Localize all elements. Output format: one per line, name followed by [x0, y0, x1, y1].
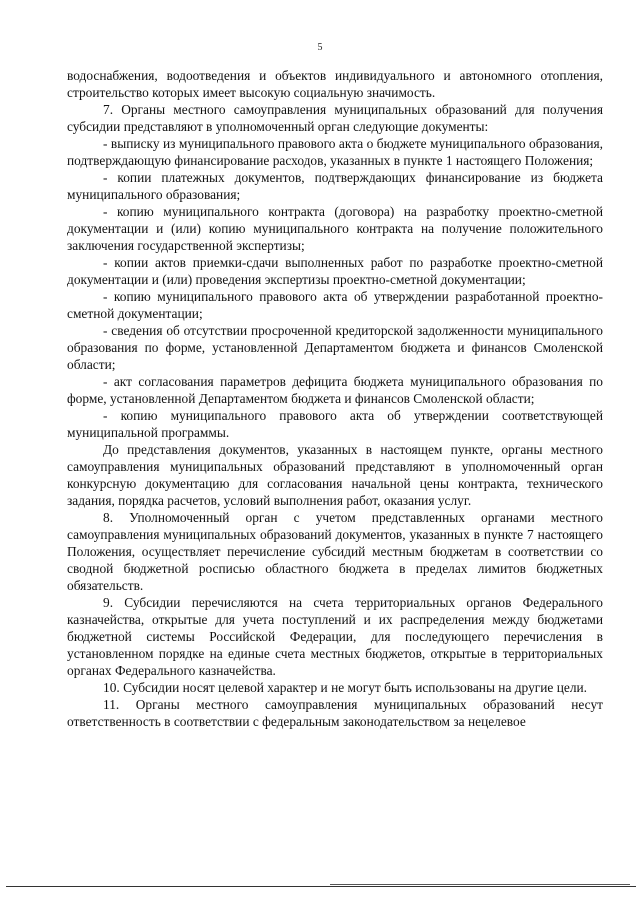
list-item-debt-info: - сведения об отсутствии просроченной кредиторской задолженности муниципального образования по форме, установленной Департаментом бюджета и финансов Смоленской области;	[67, 323, 603, 372]
list-item-program-act: - копию муниципального правового акта об утверждении соответствующей муниципальной программы.	[67, 408, 603, 440]
paragraph-clause-10: 10. Субсидии носят целевой характер и не могут быть использованы на другие цели.	[103, 680, 588, 695]
paragraph-tender-docs: До представления документов, указанных в настоящем пункте, органы местного самоуправления муниципальных образований представляют в уполномоченный орган конкурсную документацию для согласования начальной цены контракта, технического задания, порядка расчетов, условий выполнения работ, оказания услуг.	[67, 442, 603, 508]
paragraph-clause-7: 7. Органы местного самоуправления муниципальных образований для получения субсидии представляют в уполномоченный орган следующие документы:	[67, 102, 603, 134]
footer-divider-right	[330, 884, 630, 885]
document-body	[67, 67, 603, 730]
list-item-legal-act-approval: - копию муниципального правового акта об утверждении разработанной проектно-сметной документации;	[67, 289, 603, 321]
list-item-contract-copy: - копию муниципального контракта (договора) на разработку проектно-сметной документации и (или) копию муниципального контракта на получение положительного заключения государственной экспертизы;	[67, 204, 603, 253]
paragraph-clause-9: 9. Субсидии перечисляются на счета территориальных органов Федерального казначейства, открытые для учета поступлений и их распределения между бюджетами бюджетной системы Российской Федерации, для последующего перечисления в установленном порядке на единые счета местных бюджетов, открытые в территориальных органах Федерального казначейства.	[67, 595, 603, 678]
page-number: 5	[317, 42, 323, 53]
list-item-payment-docs: - копии платежных документов, подтверждающих финансирование из бюджета муниципального образования;	[67, 170, 603, 202]
footer-divider	[6, 886, 636, 887]
list-item-budget-extract: - выписку из муниципального правового акта о бюджете муниципального образования, подтверждающую финансирование расходов, указанных в пункте 1 настоящего Положения;	[67, 136, 603, 168]
list-item-acceptance-acts: - копии актов приемки-сдачи выполненных работ по разработке проектно-сметной документации и (или) проведения экспертизы проектно-сметной документации;	[67, 255, 603, 287]
paragraph-continuation: водоснабжения, водоотведения и объектов индивидуального и автономного отопления, строительство которых имеет высокую социальную значимость.	[67, 68, 603, 100]
paragraph-clause-8: 8. Уполномоченный орган с учетом представленных органами местного самоуправления муниципальных образований документов, указанных в пункте 7 настоящего Положения, осуществляет перечисление субсидий местным бюджетам в соответствии со сводной бюджетной росписью областного бюджета в пределах лимитов бюджетных обязательств.	[67, 510, 603, 593]
paragraph-clause-11: 11. Органы местного самоуправления муниципальных образований несут ответственность в соответствии с федеральным законодательством за нецелевое	[67, 697, 603, 729]
list-item-deficit-act: - акт согласования параметров дефицита бюджета муниципального образования по форме, установленной Департаментом бюджета и финансов Смоленской области;	[67, 374, 603, 406]
